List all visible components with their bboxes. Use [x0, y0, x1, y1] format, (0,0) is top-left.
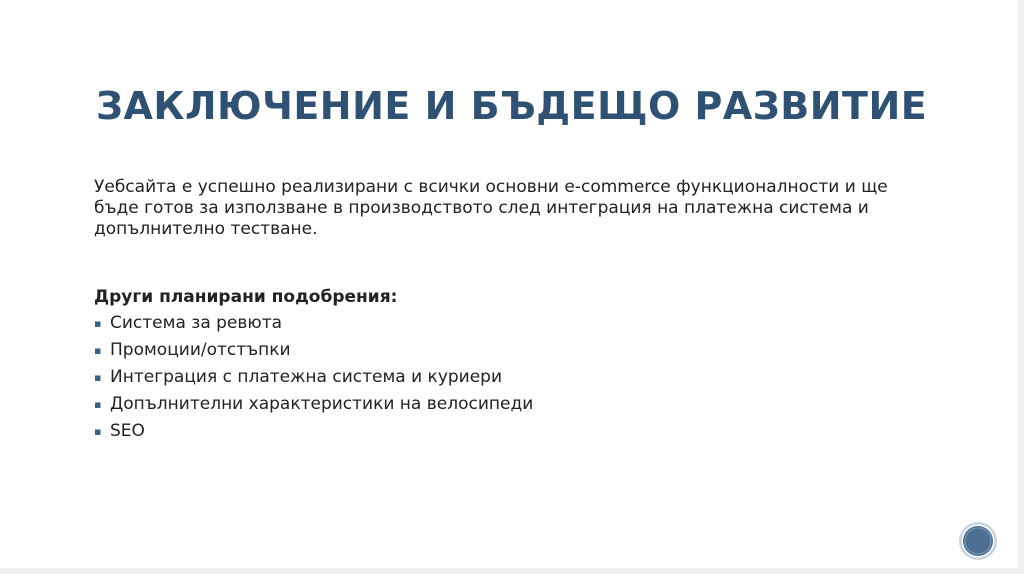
improvements-heading: Други планирани подобрения:	[94, 287, 398, 307]
square-bullet-icon: ▪	[94, 425, 102, 438]
slide-number-circle-icon	[958, 521, 998, 561]
badge-fill	[963, 526, 993, 556]
slide-title: ЗАКЛЮЧЕНИЕ И БЪДЕЩО РАЗВИТИЕ	[96, 84, 928, 128]
square-bullet-icon: ▪	[94, 398, 102, 411]
slide-content	[94, 177, 904, 448]
list-item-label: Допълнителни характеристики на велосипеди	[110, 394, 534, 414]
improvements-list	[94, 313, 904, 448]
square-bullet-icon: ▪	[94, 371, 102, 384]
square-bullet-icon: ▪	[94, 344, 102, 357]
list-item	[94, 394, 904, 421]
list-item	[94, 421, 904, 448]
list-item-label: Система за ревюта	[110, 313, 283, 333]
list-item	[94, 340, 904, 367]
intro-paragraph: Уебсайта е успешно реализирани с всички основни e-commerce функционалности и ще бъде готов за използване в производството след интеграция на платежна система и допълнително тестване.	[94, 177, 888, 239]
list-item-label: Промоции/отстъпки	[110, 340, 291, 360]
list-item	[94, 313, 904, 340]
list-item-label: SEO	[110, 421, 145, 441]
list-item	[94, 367, 904, 394]
list-item-label: Интеграция с платежна система и куриери	[110, 367, 503, 387]
square-bullet-icon: ▪	[94, 317, 102, 330]
